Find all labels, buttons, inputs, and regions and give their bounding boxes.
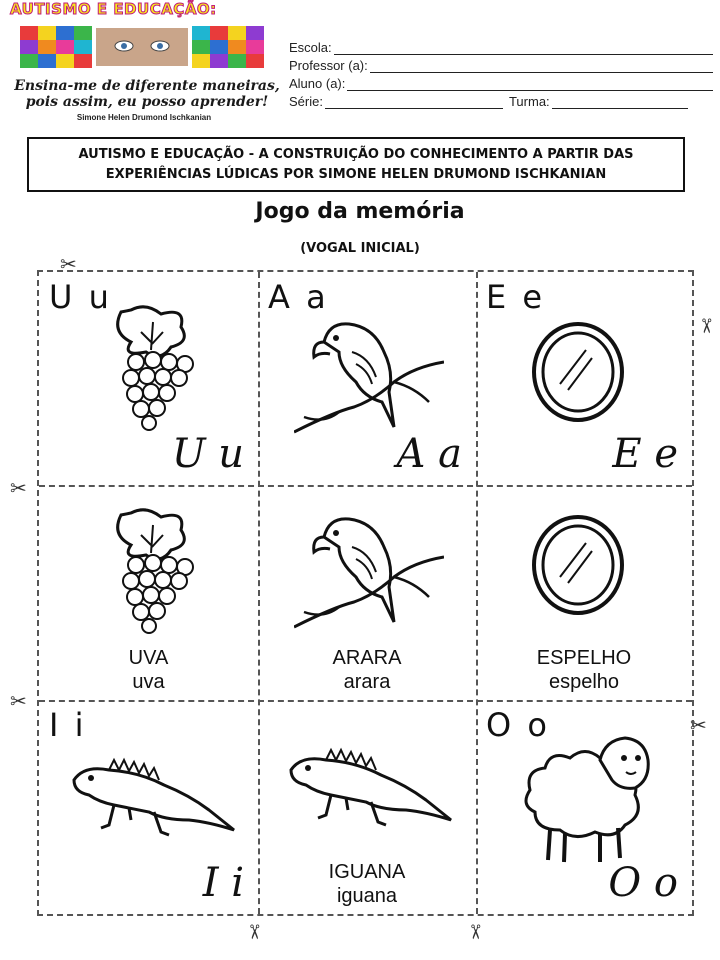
scissors-icon: ✂ [242, 923, 265, 941]
teacher-label: Professor (a): [289, 58, 368, 73]
card-letter-a[interactable] [258, 272, 476, 485]
school-line[interactable] [334, 42, 713, 55]
parrot-icon [294, 507, 444, 637]
scissors-icon: ✂ [690, 715, 707, 737]
card-letter: O o [486, 706, 550, 744]
card-cursive-letter: E e [612, 431, 678, 477]
grapes-icon [101, 302, 201, 432]
card-letter-i[interactable] [39, 700, 258, 914]
class-line[interactable] [552, 96, 688, 109]
card-cursive-letter: A a [396, 431, 462, 477]
card-letter: A a [268, 278, 329, 316]
card-letter-o[interactable] [476, 700, 692, 914]
logo-author: Simone Helen Drumond Ischkanian [76, 113, 212, 122]
sheep-icon [520, 730, 660, 870]
scissors-icon: ✂ [463, 923, 486, 941]
card-word-iguana[interactable] [258, 700, 476, 914]
scissors-icon: ✂ [10, 478, 27, 500]
word-upper: UVA [128, 647, 169, 669]
game-subtitle: (VOGAL INICIAL) [300, 241, 420, 256]
card-letter-u[interactable] [39, 272, 258, 485]
mirror-icon [528, 322, 628, 422]
card-letter: I i [49, 706, 87, 744]
card-cursive-letter: U u [171, 431, 244, 477]
word-upper: ARARA [332, 647, 402, 669]
slogan-line-2: pois assim, eu posso aprender! [25, 94, 269, 110]
class-label: Turma: [508, 94, 550, 109]
title-line-1: AUTISMO E EDUCAÇÃO - A CONSTRUIÇÃO DO CONHECIMENTO A PARTIR DAS [78, 147, 634, 162]
word-lower: uva [132, 671, 165, 693]
puzzle-mosaic-logo [14, 20, 270, 80]
iguana-icon [286, 740, 456, 840]
scissors-icon: ✂ [60, 254, 77, 276]
title-box [27, 137, 685, 192]
mirror-icon [528, 515, 628, 615]
word-upper: IGUANA [328, 861, 406, 883]
card-word [476, 646, 692, 694]
grapes-icon [101, 505, 201, 635]
student-field[interactable] [289, 73, 713, 91]
logo-title: AUTISMO E EDUCAÇÃO: [10, 0, 217, 18]
school-field[interactable] [289, 37, 713, 55]
student-line[interactable] [347, 78, 713, 91]
student-label: Aluno (a): [289, 76, 346, 91]
word-lower: iguana [336, 885, 398, 907]
card-cursive-letter: I i [202, 860, 244, 906]
card-word-arara[interactable] [258, 485, 476, 700]
word-lower: espelho [548, 671, 620, 693]
card-letter-e[interactable] [476, 272, 692, 485]
card-letter: U u [49, 278, 112, 316]
card-word [258, 646, 476, 694]
word-upper: ESPELHO [536, 647, 632, 669]
parrot-icon [294, 312, 444, 442]
scissors-icon: ✂ [10, 691, 27, 713]
grade-label: Série: [289, 94, 323, 109]
card-cursive-letter: O o [608, 860, 678, 906]
student-info-form [289, 37, 713, 109]
card-word [39, 646, 258, 694]
school-label: Escola: [289, 40, 332, 55]
iguana-icon [69, 750, 239, 850]
slogan-line-1: Ensina-me de diferente maneiras, [14, 78, 280, 94]
logo-slogan [12, 78, 282, 110]
teacher-line[interactable] [370, 60, 713, 73]
game-title: Jogo da memória [255, 199, 465, 224]
memory-card-grid [37, 270, 694, 916]
card-letter: E e [486, 278, 546, 316]
grade-line[interactable] [325, 96, 503, 109]
word-lower: arara [343, 671, 391, 693]
logo [4, 0, 286, 128]
scissors-icon: ✂ [694, 317, 717, 335]
teacher-field[interactable] [289, 55, 713, 73]
card-word [258, 860, 476, 908]
grade-class-field[interactable] [289, 91, 713, 109]
title-line-2: EXPERIÊNCIAS LÚDICAS POR SIMONE HELEN DRUMOND ISCHKANIAN [105, 167, 607, 182]
card-word-uva[interactable] [39, 485, 258, 700]
card-word-espelho[interactable] [476, 485, 692, 700]
